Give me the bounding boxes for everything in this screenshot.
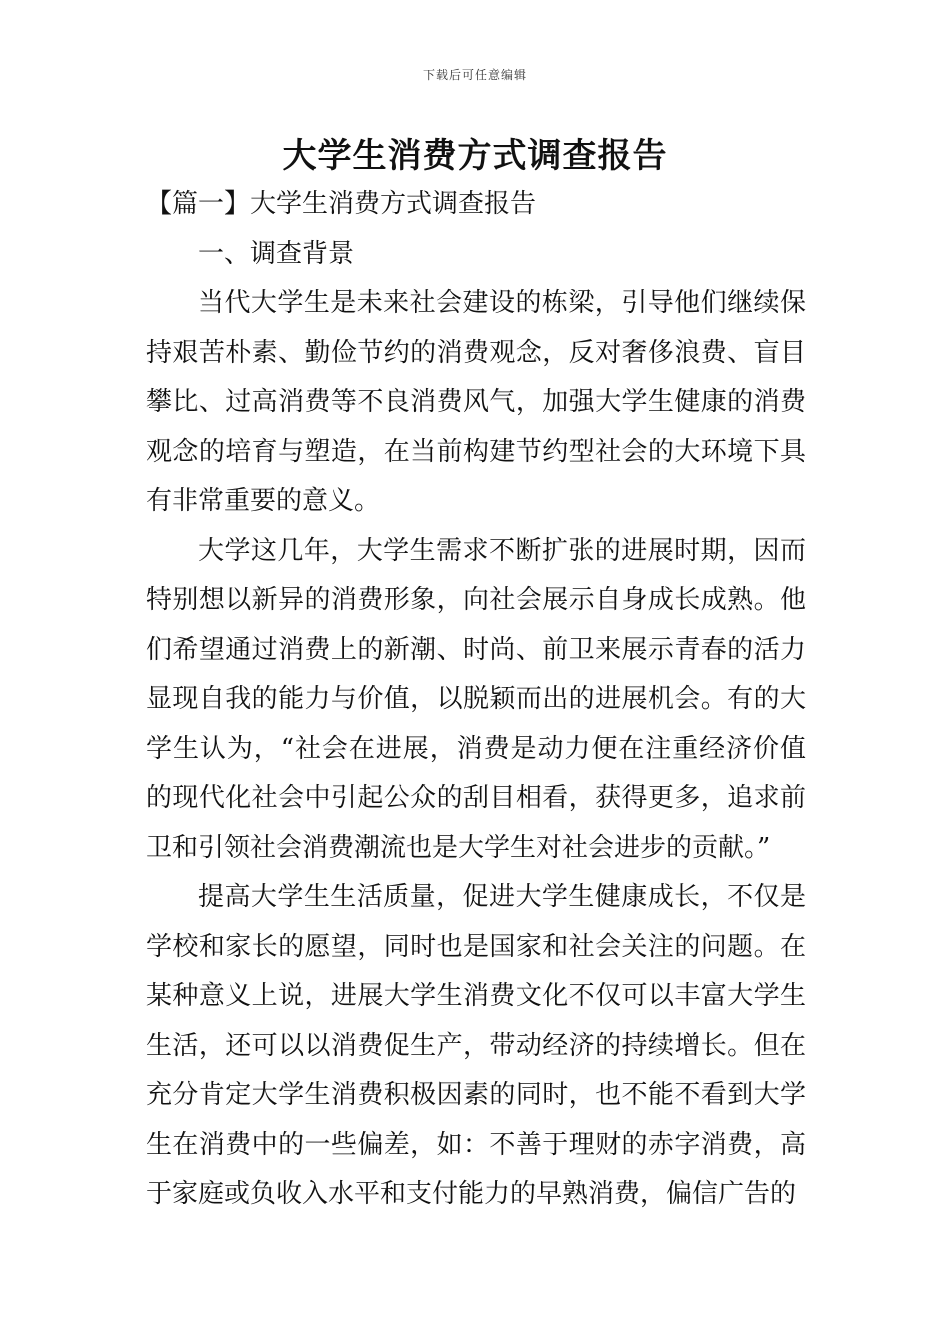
section-heading: 一、调查背景 bbox=[198, 238, 355, 269]
body-paragraph-3: 提高大学生生活质量，促进大学生健康成长，不仅是学校和家长的愿望，同时也是国家和社会关注的问题。在某种意义上说，进展大学生消费文化不仅可以丰富大学生生活，还可以以消费促生产，带动经济的持续增长。但在充分肯定大学生消费积极因素的同时，也不能不看到大学生在消费中的一些偏差，如：不善于理财的赤字消费，高于家庭或负收入水平和支付能力的早熟消费，偏信广告的 bbox=[146, 882, 806, 1209]
document-subtitle: 【篇一】大学生消费方式调查报告 bbox=[146, 189, 537, 219]
header-note: 下载后可任意编辑 bbox=[422, 68, 527, 82]
document-title: 大学生消费方式调查报告 bbox=[282, 136, 668, 176]
body-paragraph-1: 当代大学生是未来社会建设的栋梁，引导他们继续保持艰苦朴素、勤俭节约的消费观念，反对奢侈浪费、盲目攀比、过高消费等不良消费风气，加强大学生健康的消费观念的培育与塑造，在当前构建节约型社会的大环境下具有非常重要的意义。 bbox=[146, 288, 806, 516]
document-body bbox=[146, 180, 806, 1220]
body-paragraph-2: 大学这几年，大学生需求不断扩张的进展时期，因而特别想以新异的消费形象，向社会展示自身成长成熟。他们希望通过消费上的新潮、时尚、前卫来展示青春的活力显现自我的能力与价值，以脱颖而出的进展机会。有的大学生认为，“社会在进展，消费是动力便在注重经济价值的现代化社会中引起公众的刮目相看，获得更多，追求前卫和引领社会消费潮流也是大学生对社会进步的贡献。” bbox=[146, 535, 806, 863]
